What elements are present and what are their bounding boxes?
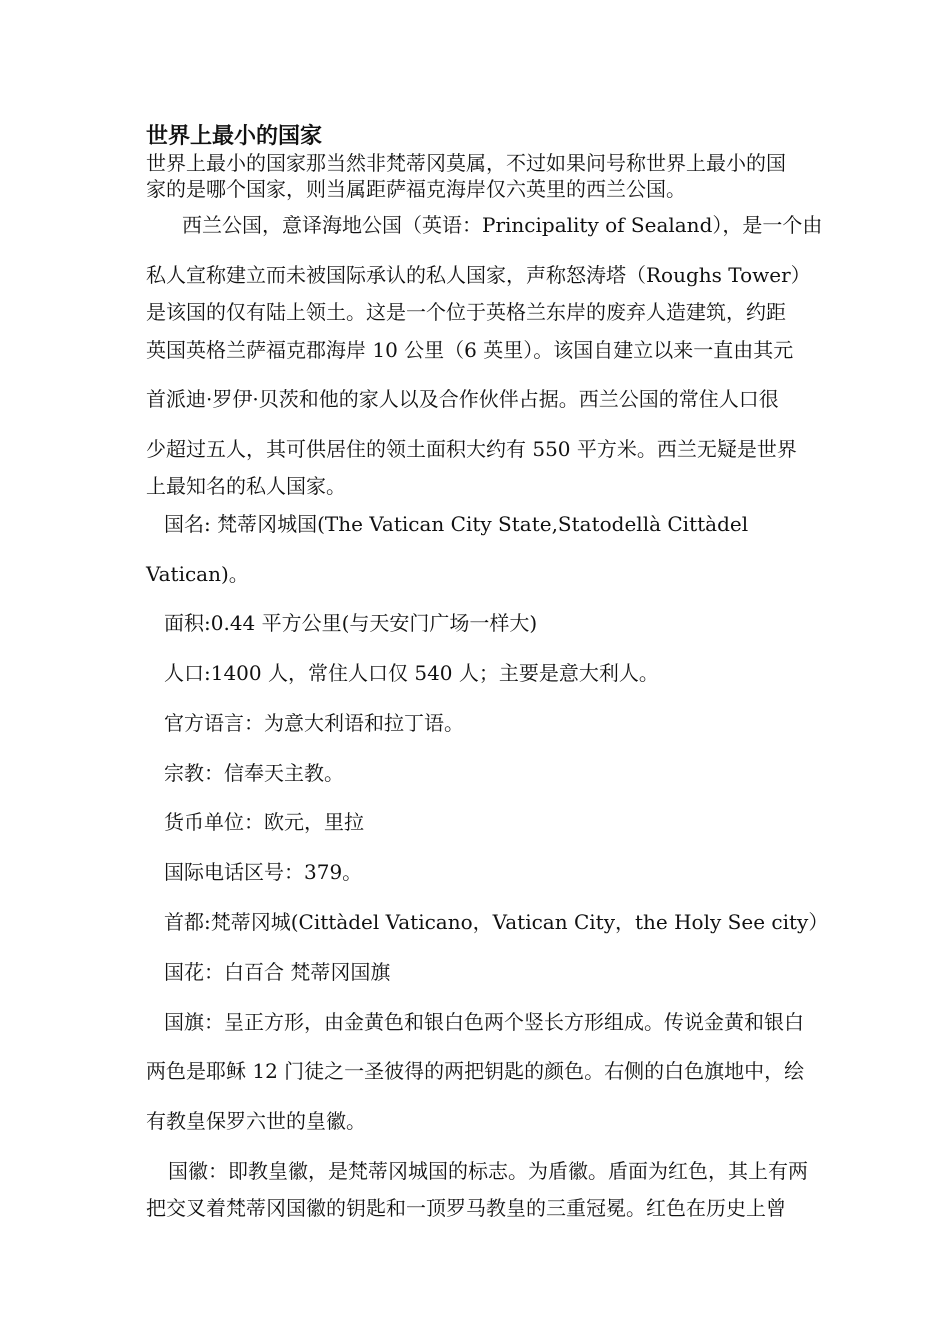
vatican-flag-line-1: 国旗：呈正方形，由金黄色和银白色两个竖长方形组成。传说金黄和银白 (164, 1010, 804, 1034)
vatican-flag-line-2: 两色是耶稣 12 门徒之一圣彼得的两把钥匙的颜色。右侧的白色旗地中，绘 (146, 1059, 805, 1083)
vatican-flower: 国花：白百合 梵蒂冈国旗 (164, 960, 391, 984)
sealand-line-4: 英国英格兰萨福克郡海岸 10 公里（6 英里）。该国自建立以来一直由其元 (146, 338, 794, 362)
sealand-line-6: 少超过五人，其可供居住的领土面积大约有 550 平方米。西兰无疑是世界 (146, 437, 797, 461)
intro-line-1: 世界上最小的国家那当然非梵蒂冈莫属，不过如果问号称世界上最小的国 (146, 151, 786, 175)
vatican-currency: 货币单位：欧元，里拉 (164, 810, 364, 834)
sealand-line-7: 上最知名的私人国家。 (146, 474, 346, 498)
sealand-line-1: 西兰公国，意译海地公国（英语：Principality of Sealand），是一个由 (182, 213, 823, 237)
vatican-religion: 宗教：信奉天主教。 (164, 761, 344, 785)
vatican-name-line-2: Vatican)。 (146, 562, 249, 586)
vatican-flag-line-3: 有教皇保罗六世的皇徽。 (146, 1109, 366, 1133)
vatican-language: 官方语言：为意大利语和拉丁语。 (164, 711, 464, 735)
intro-line-2: 家的是哪个国家，则当属距萨福克海岸仅六英里的西兰公国。 (146, 177, 686, 201)
vatican-emblem-line-1: 国徽：即教皇徽，是梵蒂冈城国的标志。为盾徽。盾面为红色，其上有两 (168, 1159, 808, 1183)
vatican-phone-code: 国际电话区号：379。 (164, 860, 363, 884)
sealand-line-2: 私人宣称建立而未被国际承认的私人国家，声称怒涛塔（Roughs Tower） (146, 263, 811, 287)
vatican-emblem-line-2: 把交叉着梵蒂冈国徽的钥匙和一顶罗马教皇的三重冠冕。红色在历史上曾 (146, 1196, 786, 1220)
vatican-population: 人口:1400 人，常住人口仅 540 人；主要是意大利人。 (164, 661, 659, 685)
vatican-name-line-1: 国名: 梵蒂冈城国(The Vatican City State,Statodellà Cittàdel (164, 512, 749, 536)
vatican-capital: 首都:梵蒂冈城(Cittàdel Vaticano，Vatican City，the Holy See city） (164, 910, 829, 934)
sealand-line-5: 首派迪·罗伊·贝茨和他的家人以及合作伙伴占据。西兰公国的常住人口很 (146, 387, 779, 411)
sealand-line-3: 是该国的仅有陆上领土。这是一个位于英格兰东岸的废弃人造建筑，约距 (146, 300, 786, 324)
vatican-area: 面积:0.44 平方公里(与天安门广场一样大) (164, 611, 538, 635)
document-title: 世界上最小的国家 (146, 124, 323, 149)
